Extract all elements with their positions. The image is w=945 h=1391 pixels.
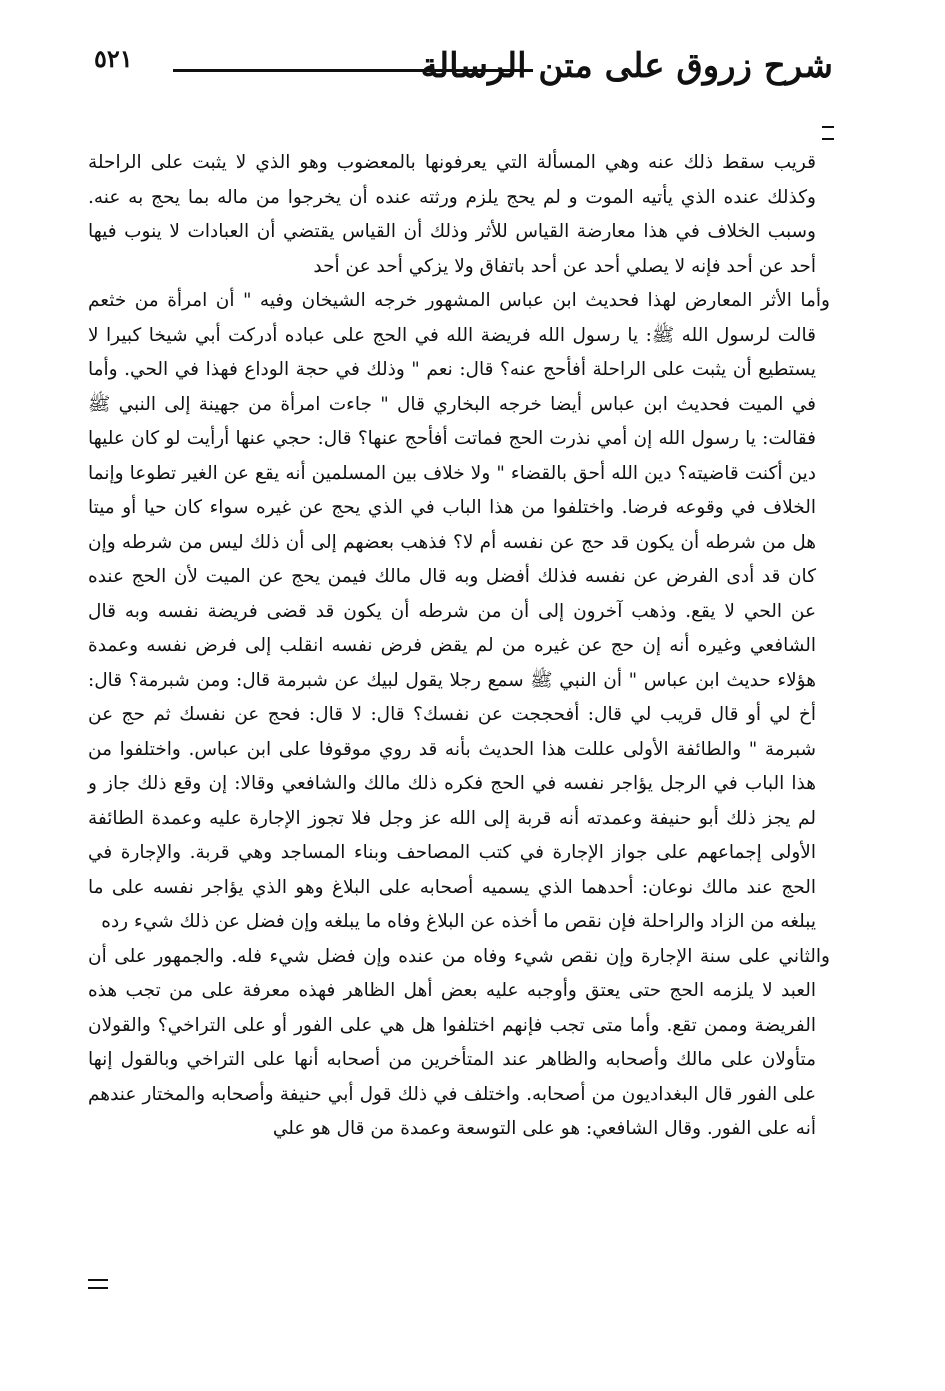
catchword-mark	[88, 1279, 108, 1289]
page-header	[0, 0, 945, 120]
page-number: ٥٢١	[94, 44, 133, 73]
paragraph-1: قريب سقط ذلك عنه وهي المسألة التي يعرفونها بالمعضوب وهو الذي لا يثبت على الراحلة وكذلك عنده الذي يأتيه الموت و لم يحج يلزم ورثته عنده أن يخرجوا من ماله بما يحج به عنه. وسبب الخلاف في هذا معارضة القياس للأثر وذلك أن القياس يقتضي أن العبادات لا ينوب فيها أحد عن أحد فإنه لا يصلي أحد عن أحد باتفاق ولا يزكي أحد عن أحد	[88, 152, 816, 277]
paragraph-2: وأما الأثر المعارض لهذا فحديث ابن عباس المشهور خرجه الشيخان وفيه " أن امرأة من خثعم قالت لرسول الله ﷺ: يا رسول الله فريضة الله في الحج على عباده أدركت أبي شيخا كبيرا لا يستطيع أن يثبت على الراحلة أفأحج عنه؟ قال: نعم " وذلك في حجة الوداع فهذا في الحي. وأما في الميت فحديث ابن عباس أيضا خرجه البخاري قال " جاءت امرأة من جهينة إلى النبي ﷺ فقالت: يا رسول الله إن أمي نذرت الحج فماتت أفأحج عنها؟ قال: حجي عنها أرأيت لو كان عليها دين أكنت قاضيته؟ دين الله أحق بالقضاء " ولا خلاف بين المسلمين أنه يقع عن الغير تطوعا وإنما الخلاف في وقوعه فرضا. واختلفوا من هذا الباب في الذي يحج عن غيره سواء كان حيا أو ميتا هل من شرطه أن يكون قد حج عن نفسه أم لا؟ فذهب بعضهم إلى أن ذلك ليس من شرطه وإن كان قد أدى الفرض عن نفسه فذلك أفضل وبه قال مالك فيمن يحج عن الميت لأن الحج عنده عن الحي لا يقع. وذهب آخرون إلى أن من شرطه أن يكون قد قضى فريضة نفسه وبه قال الشافعي وغيره أنه إن حج عن غيره من لم يقض فرض نفسه انقلب إلى فرض نفسه وعمدة هؤلاء حديث ابن عباس " أن النبي ﷺ سمع رجلا يقول لبيك عن شبرمة قال: ومن شبرمة؟ قال: أخ لي أو قال قريب لي قال: أفحججت عن نفسك؟ قال: لا قال: فحج عن نفسك ثم حج عن شبرمة " والطائفة الأولى عللت هذا الحديث بأنه قد روي موقوفا على ابن عباس. واختلفوا من هذا الباب في الرجل يؤاجر نفسه في الحج فكره ذلك مالك والشافعي وقالا: إن وقع ذلك جاز و لم يجز ذلك أبو حنيفة وعمدته أنه قربة إلى الله عز وجل فلا تجوز الإجارة عليه وعمدة الطائفة الأولى إجماعهم على جواز الإجارة في كتب المصاحف وبناء المساجد وهي قربة. والإجارة في الحج عند مالك نوعان: أحدهما الذي يسميه أصحابه على البلاغ وهو الذي يؤاجر نفسه على ما يبلغه من الزاد والراحلة فإن نقص ما أخذه عن البلاغ وفاه ما يبلغه وإن فضل عن ذلك شيء رده	[88, 290, 830, 932]
running-title: شرح زروق على متن الرسالة	[420, 46, 833, 86]
continuation-mark	[822, 126, 834, 140]
body-text	[88, 146, 830, 1147]
paragraph-3: والثاني على سنة الإجارة وإن نقص شيء وفاه من عنده وإن فضل شيء فله. والجمهور على أن العبد لا يلزمه الحج حتى يعتق وأوجبه عليه بعض أهل الظاهر فهذه معرفة على من تجب هذه الفريضة وممن تقع. وأما متى تجب فإنهم اختلفوا هل هي على الفور أو على التراخي؟ والقولان متأولان على مالك وأصحابه والظاهر عند المتأخرين من أصحابه أنها على التراخي وبالقول إنها على الفور قال البغداديون من أصحابه. واختلف في ذلك قول أبي حنيفة وأصحابه والمختار عندهم أنه على الفور. وقال الشافعي: هو على التوسعة وعمدة من قال هو علي	[88, 945, 830, 1139]
